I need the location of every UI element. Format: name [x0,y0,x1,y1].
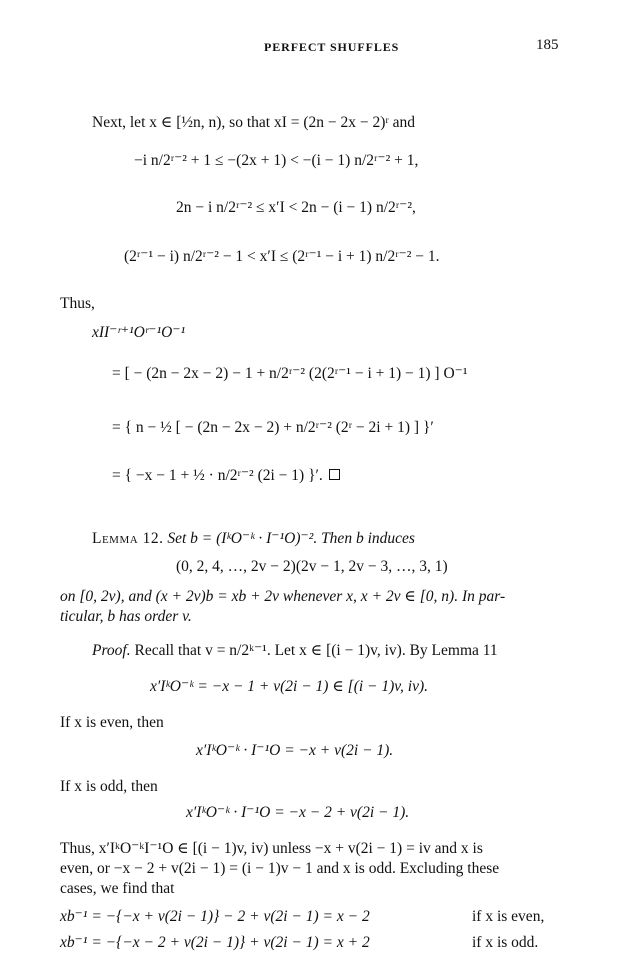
proof-paragraph-2: even, or −x − 2 + v(2i − 1) = (i − 1)v − 1 and x is odd. Excluding these [60,860,500,877]
final-condition-2: if x is odd. [472,934,539,951]
qed-symbol [329,469,340,480]
even-equation: x′IᵏO⁻ᵏ · I⁻¹O = −x + v(2i − 1). [196,742,394,759]
proof-line-1: Proof. Recall that v = n/2ᵏ⁻¹. Let x ∈ [(i − 1)v, iv). By Lemma 11 [92,642,498,659]
running-title: PERFECT SHUFFLES [264,40,400,54]
lemma-statement: Lemma 12. Set b = (IᵏO⁻ᵏ · I⁻¹O)⁻². Then b induces [92,530,415,547]
intro-line: Next, let x ∈ [½n, n), so that xI = (2n − 2x − 2)ʳ and [92,114,416,131]
final-equation-1: xb⁻¹ = −{−x + v(2i − 1)} − 2 + v(2i − 1) = x − 2 [60,908,370,925]
even-intro: If x is even, then [60,714,164,731]
lemma-line-2: ticular, b has order v. [60,608,192,625]
inequality-3: (2ʳ⁻¹ − i) n/2ʳ⁻² − 1 < x′I ≤ (2ʳ⁻¹ − i + 1) n/2ʳ⁻² − 1. [124,248,440,265]
equation-line-1: = [ − (2n − 2x − 2) − 1 + n/2ʳ⁻² (2(2ʳ⁻¹ − i + 1) − 1) ] O⁻¹ [112,365,468,382]
lemma-permutation: (0, 2, 4, …, 2v − 2)(2v − 1, 2v − 3, …, 3, 1) [176,558,448,575]
odd-equation: x′IᵏO⁻ᵏ · I⁻¹O = −x − 2 + v(2i − 1). [186,804,410,821]
equation-line-3: = { −x − 1 + ½ · n/2ʳ⁻² (2i − 1) }′. [112,465,340,487]
proof-paragraph-3: cases, we find that [60,880,175,897]
lemma-label: Lemma 12. [92,530,164,547]
inequality-2: 2n − i n/2ʳ⁻² ≤ x′I < 2n − (i − 1) n/2ʳ⁻², [176,199,416,216]
proof-label: Proof. [92,642,131,659]
final-condition-1: if x is even, [472,908,545,925]
equation-line-2: = { n − ½ [ − (2n − 2x − 2) + n/2ʳ⁻² (2ʳ − 2i + 1) ] }′ [112,419,434,436]
thus-label: Thus, [60,295,95,312]
equation-lhs: xII⁻ʳ⁺¹Oʳ⁻¹O⁻¹ [92,324,186,341]
inequality-1: −i n/2ʳ⁻² + 1 ≤ −(2x + 1) < −(i − 1) n/2ʳ⁻² + 1, [134,152,419,169]
final-equation-2: xb⁻¹ = −{−x − 2 + v(2i − 1)} + v(2i − 1) = x + 2 [60,934,370,951]
proof-eq-1: x′IᵏO⁻ᵏ = −x − 1 + v(2i − 1) ∈ [(i − 1)v, iv). [150,678,429,695]
odd-intro: If x is odd, then [60,778,158,795]
lemma-line-1: on [0, 2v), and (x + 2v)b = xb + 2v whenever x, x + 2v ∈ [0, n). In par- [60,588,506,605]
page-number: 185 [536,37,559,53]
proof-paragraph-1: Thus, x′IᵏO⁻ᵏI⁻¹O ∈ [(i − 1)v, iv) unless −x + v(2i − 1) = iv and x is [60,840,483,857]
